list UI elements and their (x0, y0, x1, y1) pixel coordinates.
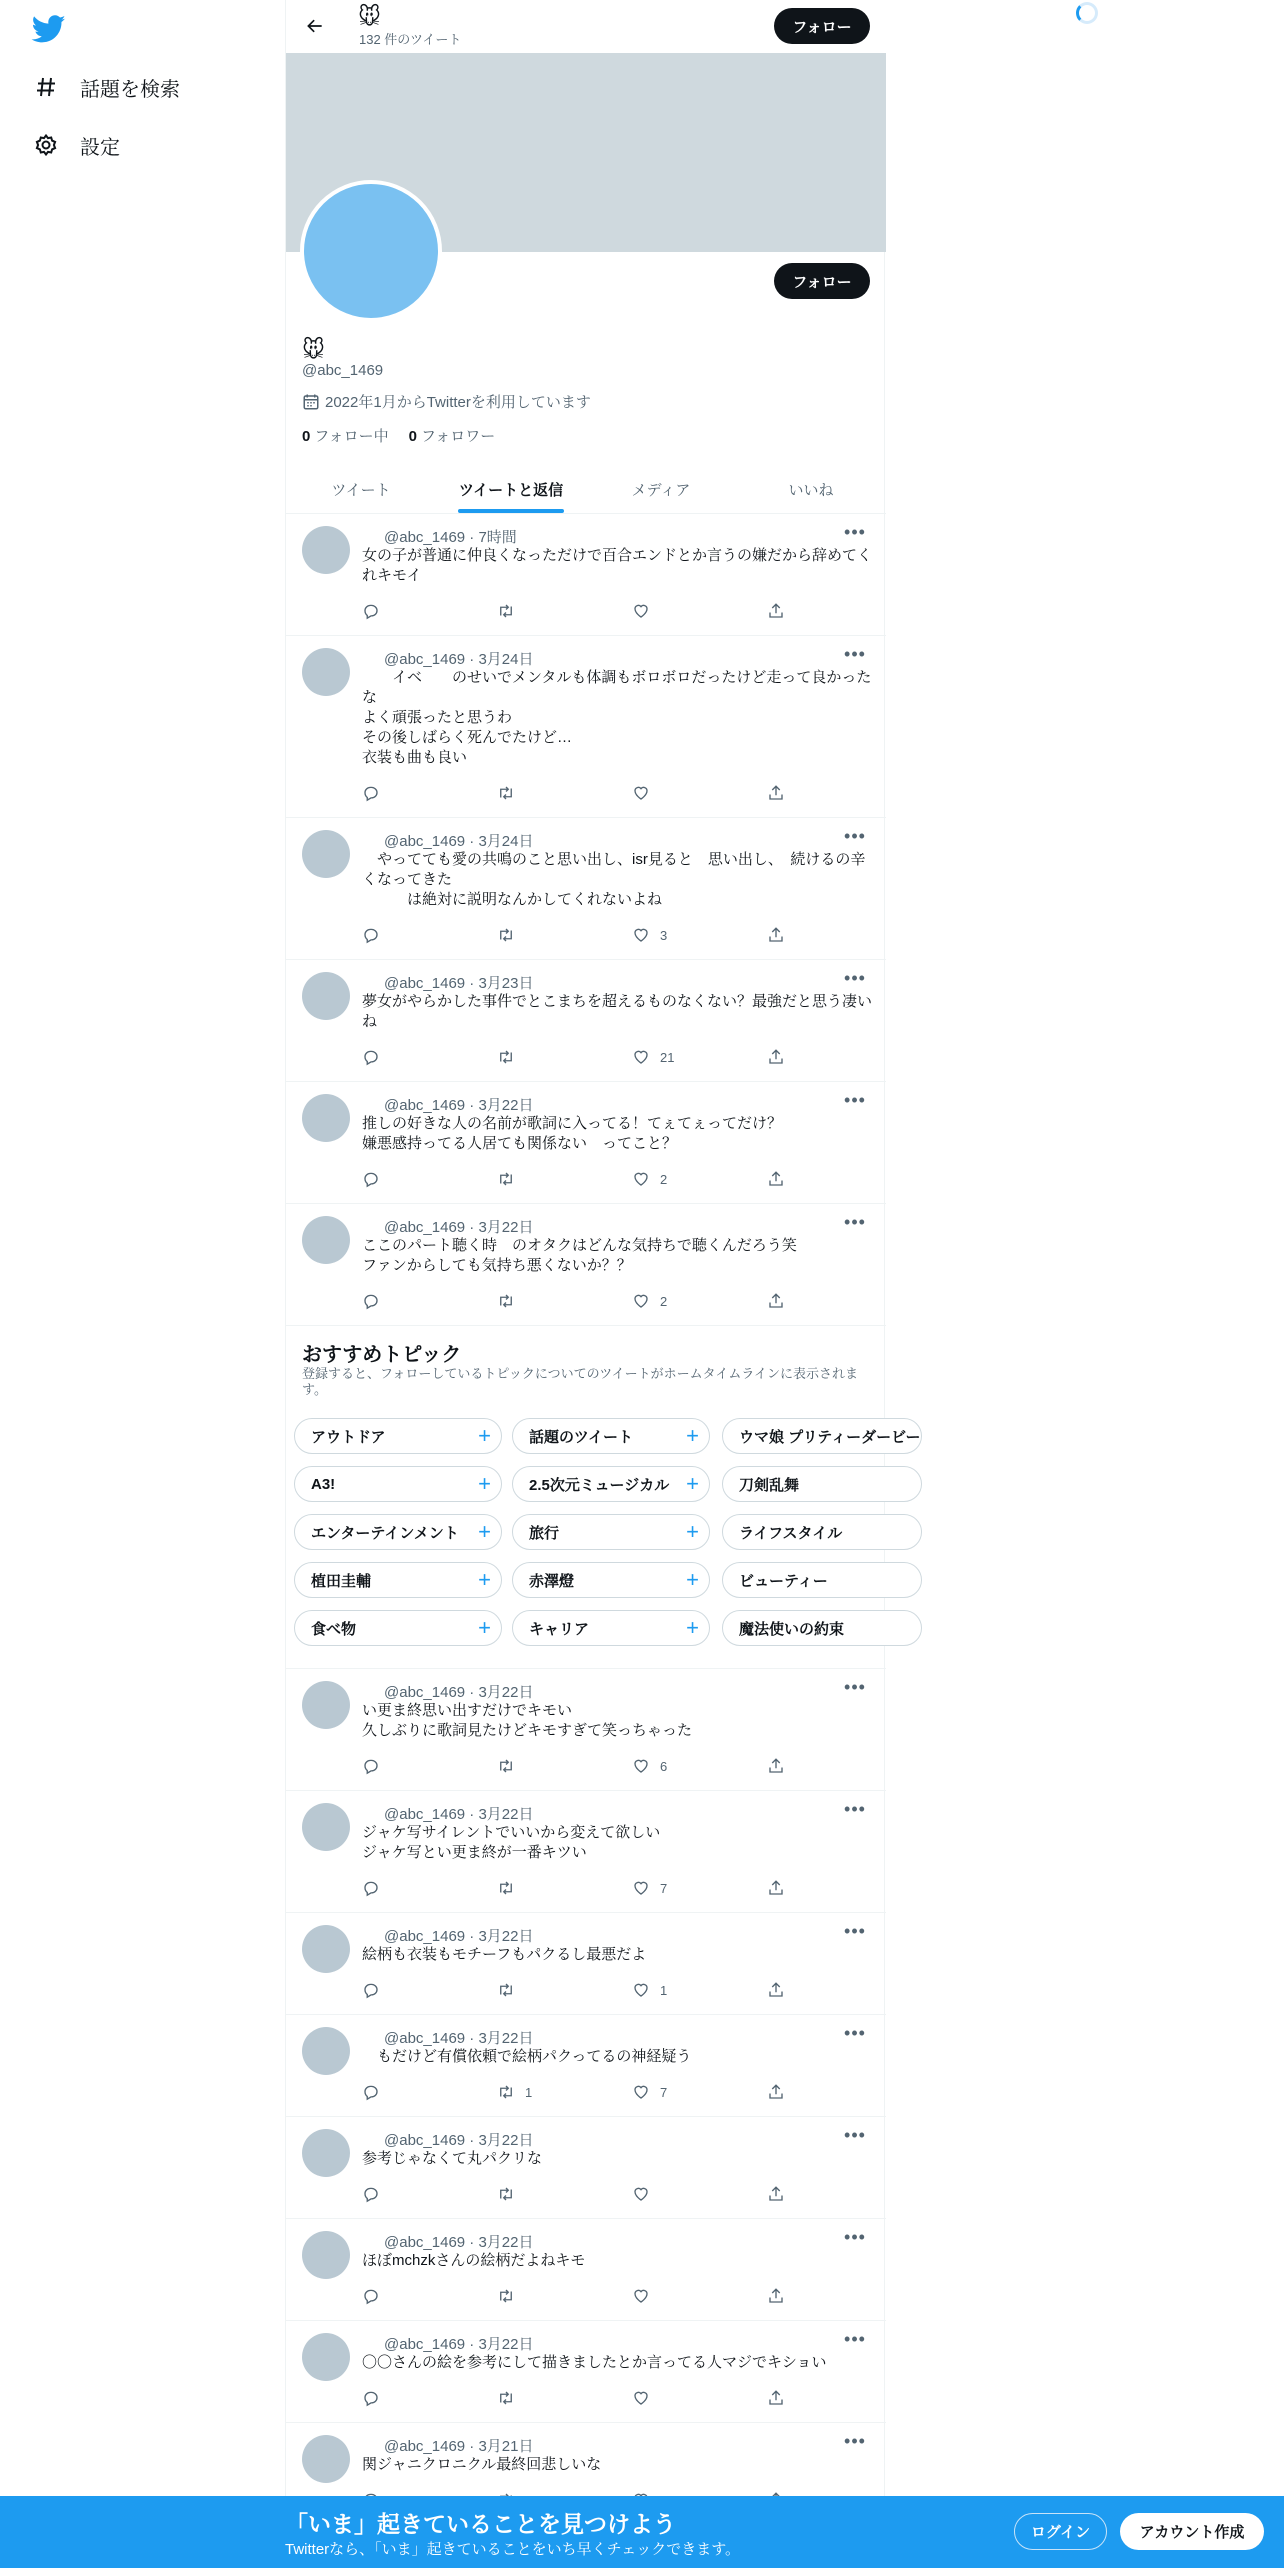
topic-label: アウトドア (311, 1428, 386, 1446)
more-options-icon[interactable]: ••• (844, 2023, 866, 2043)
tweet-meta[interactable]: @abc_1469 · 3月24日 (384, 833, 534, 850)
tweet-text: 推しの好きな人の名前が歌詞に入ってる！てぇてぇってだけ？ 嫌悪感持ってる人居ても関係ない ってこと？ (362, 1115, 783, 1152)
like-icon[interactable] (632, 924, 667, 946)
tab-tweets-and-replies[interactable]: ツイートと返信 (436, 465, 586, 513)
reply-icon[interactable] (362, 2387, 380, 2409)
retweet-icon[interactable] (497, 2183, 525, 2205)
join-date-text: 2022年1月からTwitterを利用しています (325, 394, 591, 411)
share-icon[interactable] (767, 2285, 785, 2307)
retweet-icon[interactable] (497, 1046, 525, 1068)
plus-icon: + (478, 1519, 491, 1544)
share-icon[interactable] (767, 600, 785, 622)
like-icon[interactable] (632, 782, 660, 804)
avatar[interactable] (302, 2333, 350, 2381)
like-count: 2 (660, 1293, 668, 1309)
tweet-actions (362, 1046, 802, 1068)
profile-avatar[interactable] (300, 180, 442, 322)
like-icon[interactable] (632, 2285, 660, 2307)
retweet-icon[interactable] (497, 1290, 525, 1312)
topic-label: 植田圭輔 (311, 1572, 372, 1590)
tweet-actions (362, 1979, 802, 2001)
tweet-text: 参考じゃなくて丸パクリな (362, 2150, 543, 2167)
profile-header-bar (286, 0, 886, 53)
topic-chip[interactable] (512, 1514, 710, 1550)
tweet-text: もだけど有償依頼で絵柄パクってるの神経疑う (362, 2048, 692, 2065)
left-sidebar (0, 0, 285, 2568)
retweet-icon[interactable] (497, 924, 525, 946)
tweet[interactable] (286, 1204, 886, 1326)
tweet-meta[interactable]: @abc_1469 · 3月22日 (384, 1684, 534, 1701)
like-icon[interactable] (632, 1290, 667, 1312)
plus-icon: + (686, 1519, 699, 1544)
like-count: 6 (660, 1758, 668, 1774)
plus-icon: + (478, 1471, 491, 1496)
plus-icon: + (686, 1615, 699, 1640)
topic-label: 赤澤燈 (529, 1572, 575, 1590)
tab-likes[interactable]: いいね (788, 481, 834, 499)
reply-icon[interactable] (362, 2285, 380, 2307)
share-icon[interactable] (767, 1046, 785, 1068)
back-arrow-icon[interactable] (298, 9, 332, 43)
topic-chip[interactable] (722, 1466, 922, 1502)
sidebar-item-settings[interactable] (32, 120, 120, 170)
tweet-meta[interactable]: @abc_1469 · 3月23日 (384, 975, 534, 992)
tweet-actions (362, 2387, 802, 2409)
retweet-icon[interactable] (497, 2285, 525, 2307)
share-icon[interactable] (767, 2183, 785, 2205)
tweet-meta[interactable]: @abc_1469 · 3月22日 (384, 1928, 534, 1945)
signup-banner-title: 「いま」起きていることを見つけよう (285, 2511, 676, 2537)
avatar[interactable] (302, 2129, 350, 2177)
tweet-actions (362, 1755, 802, 1777)
topic-chip[interactable] (512, 1610, 710, 1646)
retweet-icon[interactable] (497, 1979, 525, 2001)
like-icon[interactable] (632, 1877, 667, 1899)
twitter-bird-icon[interactable] (32, 12, 66, 46)
like-icon[interactable] (632, 2183, 660, 2205)
retweet-icon[interactable] (497, 1755, 525, 1777)
share-icon[interactable] (767, 2081, 785, 2103)
sidebar-item-explore[interactable] (32, 62, 180, 112)
profile-stats (302, 425, 495, 446)
topic-chip[interactable] (722, 1418, 922, 1454)
topic-chip[interactable] (722, 1562, 922, 1598)
more-options-icon[interactable]: ••• (844, 2329, 866, 2349)
share-icon[interactable] (767, 1290, 785, 1312)
sidebar-item-label: 設定 (80, 136, 120, 159)
hashtag-icon (32, 73, 60, 101)
share-icon[interactable] (767, 1979, 785, 2001)
tweet-actions (362, 782, 802, 804)
topics-description: 登録すると、フォローしているトピックについてのツイートがホームタイムラインに表示されます。 (302, 1366, 859, 1397)
tweet-text: 夢女がやらかした事件でとこまちを超えるものなくない？最強だと思う凄いね (362, 993, 873, 1030)
more-options-icon[interactable]: ••• (844, 2431, 866, 2451)
share-icon[interactable] (767, 2387, 785, 2409)
more-options-icon[interactable]: ••• (844, 1921, 866, 1941)
avatar[interactable] (302, 526, 350, 574)
tab-media[interactable]: メディア (631, 481, 691, 499)
topic-chip[interactable] (512, 1466, 710, 1502)
reply-icon[interactable] (362, 1046, 380, 1068)
more-options-icon[interactable]: ••• (844, 644, 866, 664)
retweet-icon[interactable] (497, 1168, 525, 1190)
topic-chip[interactable] (512, 1562, 710, 1598)
profile-join-date (302, 391, 591, 412)
share-icon[interactable] (767, 1877, 785, 1899)
more-options-icon[interactable]: ••• (844, 2125, 866, 2145)
topic-chip[interactable] (294, 1466, 502, 1502)
retweet-icon[interactable] (497, 600, 525, 622)
tweet-actions (362, 2081, 802, 2103)
plus-icon: + (686, 1471, 699, 1496)
reply-icon[interactable] (362, 924, 380, 946)
avatar[interactable] (302, 2435, 350, 2483)
reply-icon[interactable] (362, 2081, 380, 2103)
tweet[interactable] (286, 636, 886, 818)
topic-label: ビューティー (739, 1572, 828, 1590)
tweet-meta[interactable]: @abc_1469 · 3月22日 (384, 2030, 534, 2047)
like-count: 21 (660, 1049, 675, 1065)
topics-title: おすすめトピック (302, 1344, 462, 1366)
tweet[interactable] (286, 1913, 886, 2015)
reply-icon[interactable] (362, 1755, 380, 1777)
reply-icon[interactable] (362, 782, 380, 804)
tweet[interactable] (286, 2117, 886, 2219)
more-options-icon[interactable]: ••• (844, 968, 866, 988)
profile-column (285, 0, 921, 2568)
more-options-icon[interactable]: ••• (844, 522, 866, 542)
share-icon[interactable] (767, 1755, 785, 1777)
topic-label: 刀剣乱舞 (739, 1476, 800, 1494)
retweet-icon[interactable] (497, 1877, 525, 1899)
signup-banner (0, 2496, 1284, 2568)
timeline (286, 514, 921, 2525)
topic-chip[interactable] (294, 1562, 502, 1598)
loading-spinner (1076, 2, 1098, 24)
tweet-text: 絵柄も衣装もモチーフもパクるし最悪だよ (362, 1946, 647, 1963)
like-count: 7 (660, 1880, 668, 1896)
reply-icon[interactable] (362, 2183, 380, 2205)
avatar[interactable] (302, 2231, 350, 2279)
avatar[interactable] (302, 972, 350, 1020)
more-options-icon[interactable]: ••• (844, 1799, 866, 1819)
retweet-count: 1 (525, 2084, 533, 2100)
calendar-icon (302, 393, 320, 411)
tab-tweets[interactable]: ツイート (331, 481, 391, 499)
tweet[interactable] (286, 2321, 886, 2423)
plus-icon: + (478, 1423, 491, 1448)
like-count: 1 (660, 1982, 668, 1998)
tweet-meta[interactable]: @abc_1469 · 7時間 (384, 529, 517, 546)
share-icon[interactable] (767, 782, 785, 804)
topic-chip[interactable] (294, 1418, 502, 1454)
topic-chip[interactable] (512, 1418, 710, 1454)
tweet[interactable] (286, 1082, 886, 1204)
tweet[interactable] (286, 960, 886, 1082)
avatar[interactable] (302, 830, 350, 878)
tweet-meta[interactable]: @abc_1469 · 3月22日 (384, 2336, 534, 2353)
profile-follow-button[interactable]: フォロー (774, 263, 870, 299)
tweet[interactable] (286, 2219, 886, 2321)
topic-label: 2.5次元ミュージカル (529, 1476, 670, 1494)
topic-chip[interactable] (722, 1514, 922, 1550)
avatar[interactable] (302, 1216, 350, 1264)
profile-handle: @abc_1469 (302, 362, 384, 379)
plus-icon: + (686, 1423, 699, 1448)
sidebar-item-label: 話題を検索 (80, 78, 180, 101)
topic-label: エンターテインメント (311, 1524, 459, 1542)
header-profile-name: 🐭 (358, 4, 381, 29)
topic-chip[interactable] (722, 1610, 922, 1646)
tweet-text: 関ジャニクロニクル最終回悲しいな (362, 2456, 602, 2473)
reply-icon[interactable] (362, 1290, 380, 1312)
topic-label: ライフスタイル (739, 1524, 843, 1542)
tweet-meta[interactable]: @abc_1469 · 3月22日 (384, 1806, 534, 1823)
like-count: 3 (660, 927, 668, 943)
like-icon[interactable] (632, 2387, 660, 2409)
plus-icon: + (478, 1615, 491, 1640)
avatar[interactable] (302, 1803, 350, 1851)
tweet-text: イベ のせいでメンタルも体調もボロボロだったけど走って良かったな よく頑張ったと思うわ その後しばらく死んでたけど… 衣装も曲も良い (362, 669, 872, 766)
reply-icon[interactable] (362, 1979, 380, 2001)
tweet[interactable] (286, 514, 886, 636)
plus-icon: + (478, 1567, 491, 1592)
tweet-text: やってても愛の共鳴のこと思い出し、isr見ると 思い出し、 続けるの辛くなってきた は絶対に説明なんかしてくれないよね (362, 851, 866, 908)
avatar[interactable] (302, 2027, 350, 2075)
tweet-actions (362, 1290, 802, 1312)
header-tweet-count: 132 件のツイート (359, 32, 462, 47)
topic-label: 魔法使いの約束 (739, 1620, 845, 1638)
signup-banner-subtitle: Twitterなら、「いま」起きていることをいち早くチェックできます。 (285, 2541, 741, 2558)
tweet-actions (362, 2285, 802, 2307)
reply-icon[interactable] (362, 1168, 380, 1190)
like-icon[interactable] (632, 1755, 667, 1777)
profile-tabs (286, 465, 886, 514)
plus-icon: + (686, 1567, 699, 1592)
tweet-meta[interactable]: @abc_1469 · 3月22日 (384, 2234, 534, 2251)
like-icon[interactable] (632, 600, 660, 622)
like-icon[interactable] (632, 1979, 667, 2001)
signup-button[interactable]: アカウント作成 (1120, 2513, 1264, 2550)
retweet-icon[interactable] (497, 2387, 525, 2409)
like-count: 2 (660, 1171, 668, 1187)
gear-icon (32, 131, 60, 159)
more-options-icon[interactable]: ••• (844, 1212, 866, 1232)
share-icon[interactable] (767, 1168, 785, 1190)
header-follow-button[interactable]: フォロー (774, 8, 870, 44)
tweet-text: い更ま終思い出すだけでキモい 久しぶりに歌詞見たけどキモすぎて笑っちゃった (362, 1702, 693, 1739)
more-options-icon[interactable]: ••• (844, 826, 866, 846)
tweet-text: ここのパート聴く時 のオタクはどんな気持ちで聴くんだろう笑 ファンからしても気持ち悪くないか？？ (362, 1237, 797, 1274)
tweet-meta[interactable]: @abc_1469 · 3月24日 (384, 651, 534, 668)
avatar[interactable] (302, 1925, 350, 1973)
tweet[interactable] (286, 2015, 886, 2117)
more-options-icon[interactable]: ••• (844, 2227, 866, 2247)
retweet-icon[interactable] (497, 782, 525, 804)
avatar[interactable] (302, 1681, 350, 1729)
tweet-text: ほぼmchzkさんの絵柄だよねキモ (362, 2252, 586, 2269)
tweet-actions (362, 1877, 802, 1899)
share-icon[interactable] (767, 924, 785, 946)
topic-label: 旅行 (529, 1524, 560, 1542)
more-options-icon[interactable]: ••• (844, 1090, 866, 1110)
tweet-meta[interactable]: @abc_1469 · 3月22日 (384, 2132, 534, 2149)
recommended-topics (286, 1326, 921, 1669)
tweet-actions (362, 2183, 802, 2205)
tweet-text: 女の子が普通に仲良くなっただけで百合エンドとか言うの嫌だから辞めてくれキモイ (362, 547, 873, 584)
tweet-text: 〇〇さんの絵を参考にして描きましたとか言ってる人マジでキショい (362, 2354, 827, 2371)
topic-label: ウマ娘 プリティーダービー (739, 1428, 921, 1446)
reply-icon[interactable] (362, 1877, 380, 1899)
like-icon[interactable] (632, 1168, 667, 1190)
reply-icon[interactable] (362, 600, 380, 622)
topic-chip[interactable] (294, 1514, 502, 1550)
topic-label: A3! (311, 1475, 336, 1493)
topic-label: 食べ物 (311, 1620, 357, 1638)
tweet-meta[interactable]: @abc_1469 · 3月21日 (384, 2438, 534, 2455)
tweet-actions (362, 1168, 802, 1190)
like-icon[interactable] (632, 1046, 674, 1068)
tweet-actions (362, 924, 802, 946)
avatar[interactable] (302, 648, 350, 696)
profile-name: 🐭 (302, 337, 325, 362)
tweet-meta[interactable]: @abc_1469 · 3月22日 (384, 1097, 534, 1114)
avatar[interactable] (302, 1094, 350, 1142)
like-icon[interactable] (632, 2081, 667, 2103)
tweet-actions (362, 600, 802, 622)
more-options-icon[interactable]: ••• (844, 1677, 866, 1697)
topic-chip[interactable] (294, 1610, 502, 1646)
tweet[interactable] (286, 1669, 886, 1791)
like-count: 7 (660, 2084, 668, 2100)
followers-link[interactable]: 0 フォロワー (408, 428, 496, 445)
tweet[interactable] (286, 818, 886, 960)
topic-label: 話題のツイート (529, 1428, 633, 1446)
tweet-meta[interactable]: @abc_1469 · 3月22日 (384, 1219, 534, 1236)
topic-label: キャリア (529, 1620, 590, 1638)
retweet-icon[interactable] (497, 2081, 532, 2103)
tweet[interactable] (286, 1791, 886, 1913)
following-link[interactable]: 0 フォロー中 (302, 428, 389, 445)
tweet-text: ジャケ写サイレントでいいから変えて欲しい ジャケ写とい更ま終が一番キツい (362, 1824, 661, 1861)
login-button[interactable]: ログイン (1014, 2513, 1107, 2550)
